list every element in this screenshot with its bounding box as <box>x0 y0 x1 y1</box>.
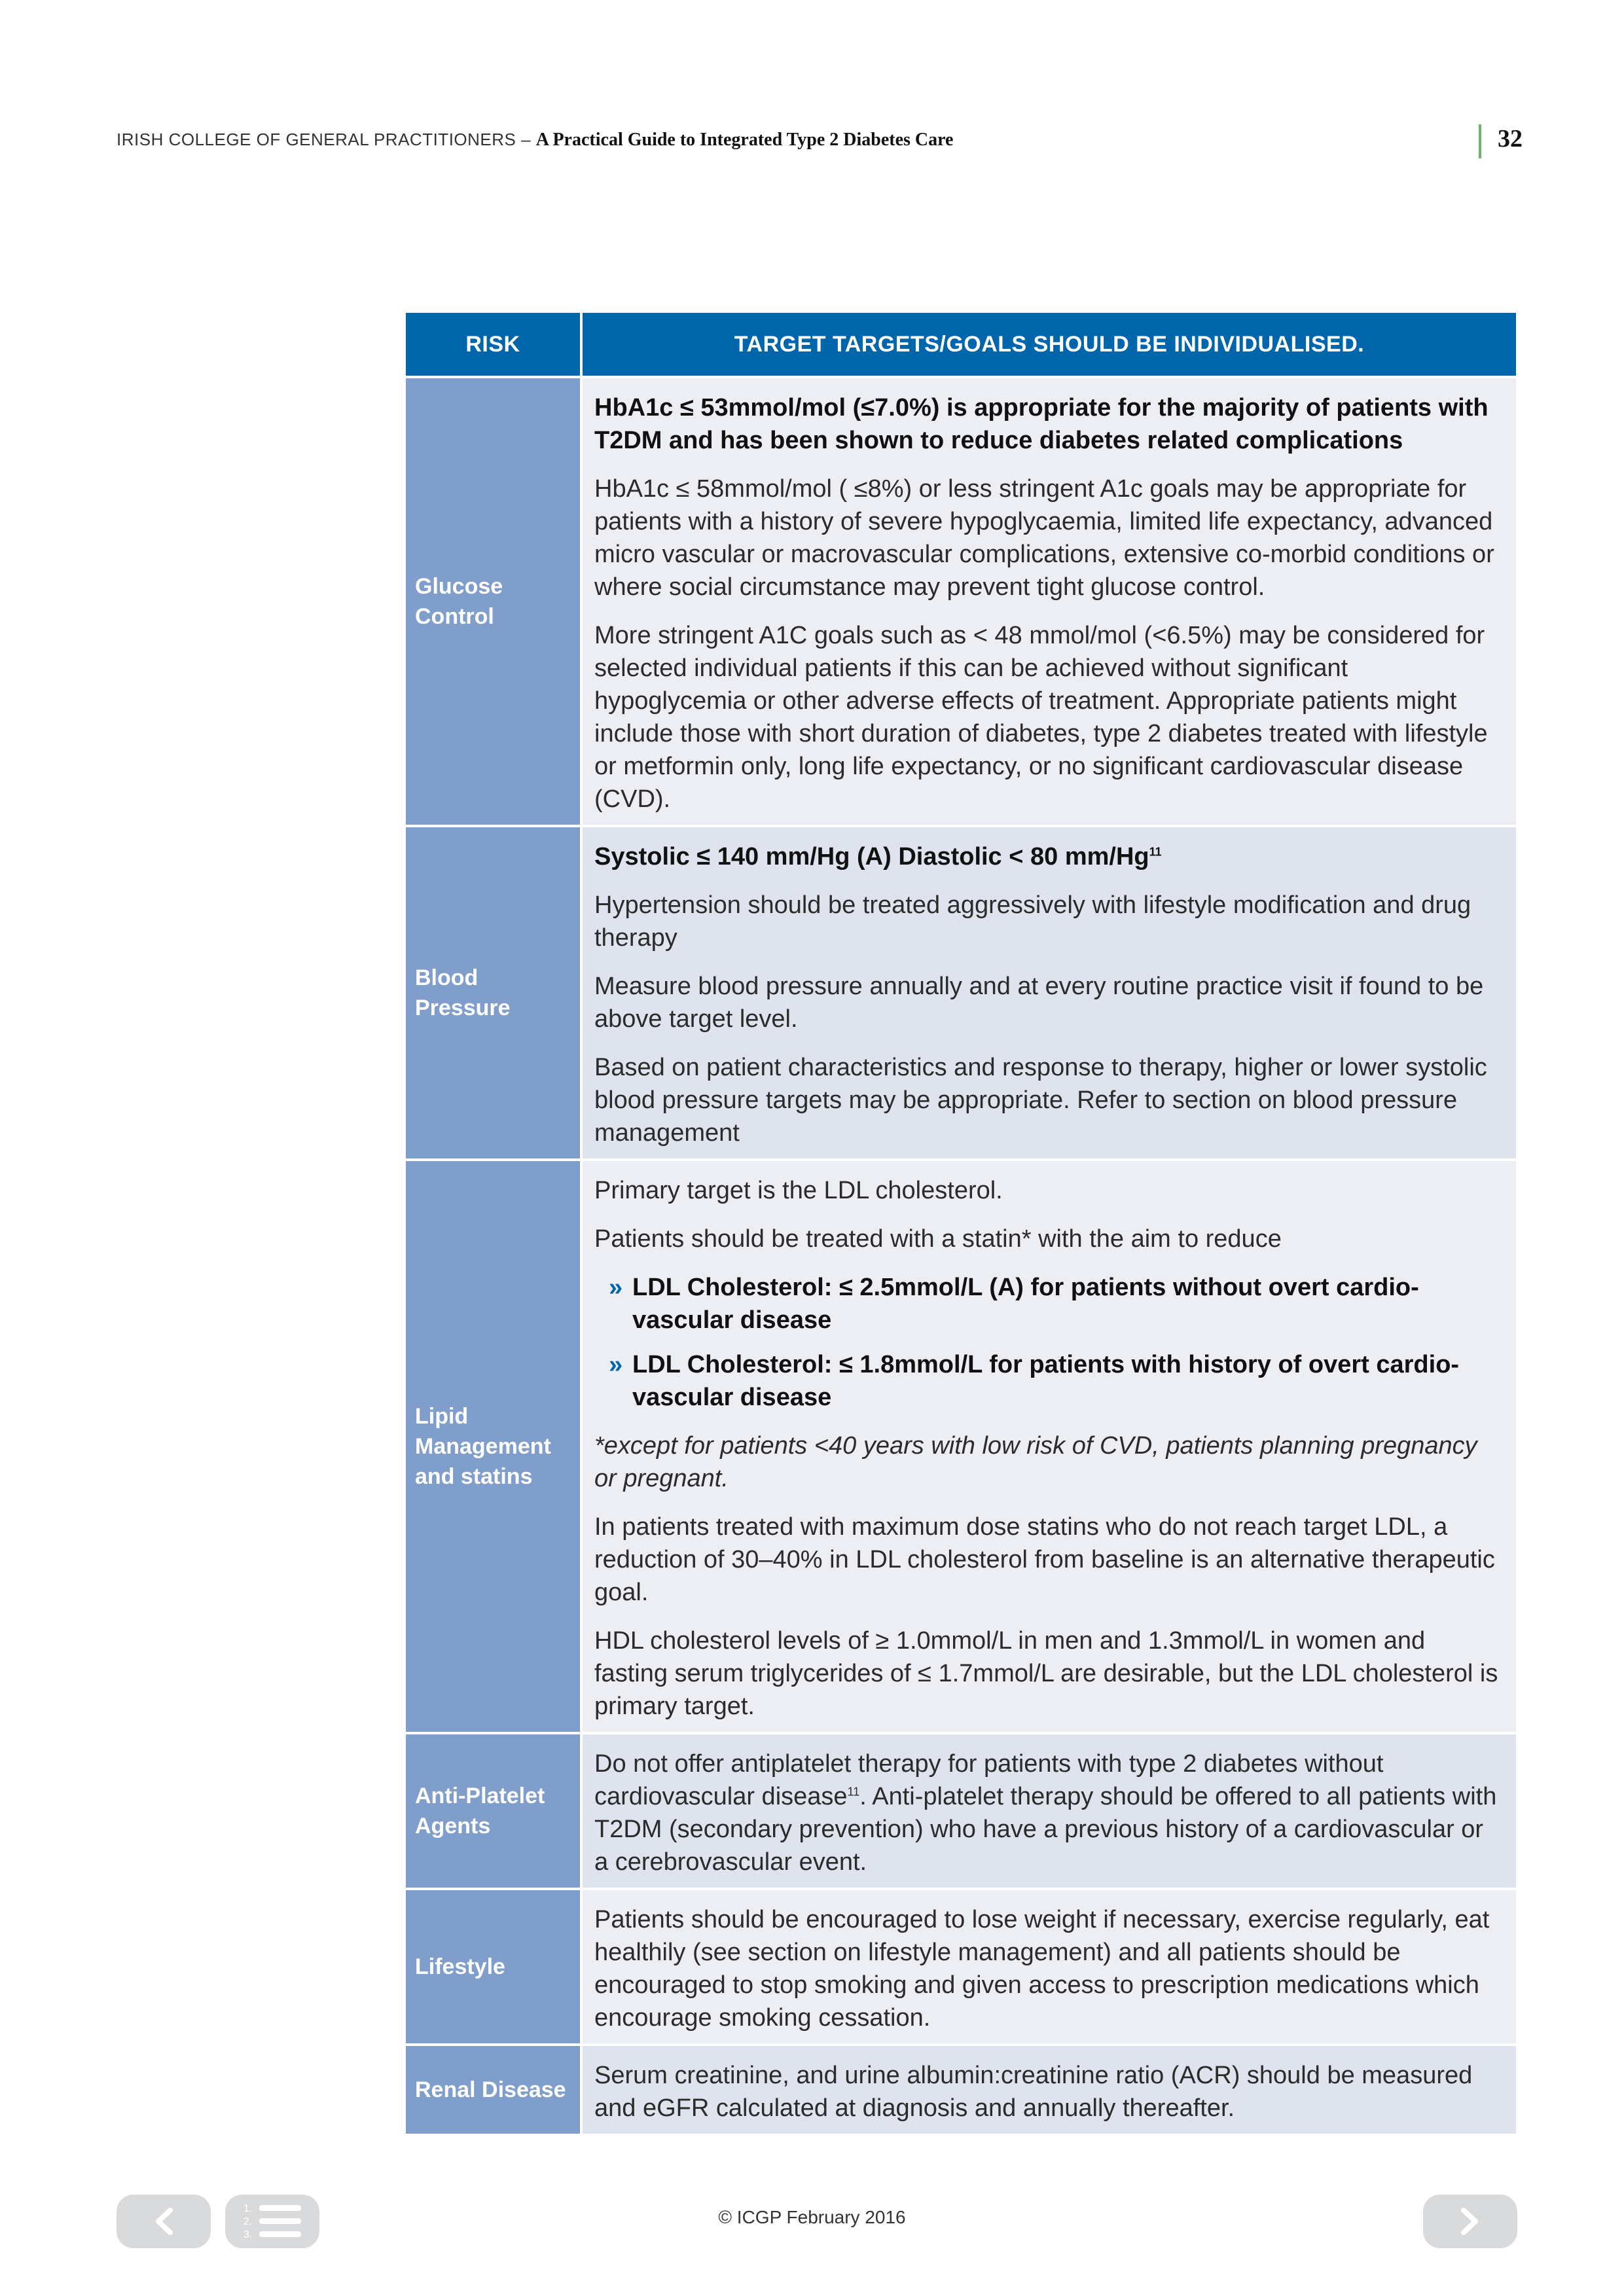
bullet-chevron-icon: » <box>609 1351 623 1378</box>
target-glucose-control <box>581 377 1517 826</box>
risk-label-line: Pressure <box>415 996 511 1020</box>
risk-label-line: Anti-Platelet <box>415 1784 545 1808</box>
table-row-blood-pressure <box>405 826 1517 1160</box>
lipid-primary-target: Primary target is the LDL cholesterol. <box>594 1177 1003 1204</box>
chevron-right-icon <box>1423 2195 1517 2248</box>
reference-superscript: 11 <box>1149 845 1162 859</box>
antiplatelet-guidance <box>594 1748 1503 1878</box>
statin-exception-note: *except for patients <40 years with low risk of CVD, patients planning pregnancy or pregnant. <box>594 1432 1477 1492</box>
ldl-target-list <box>594 1271 1503 1414</box>
antiplatelet-text-a: Do not offer antiplatelet therapy for patients with type 2 diabetes without cardiovascular disease <box>594 1750 1384 1810</box>
page-header <box>117 124 1524 164</box>
ldl-target-no-cvd: LDL Cholesterol: ≤ 2.5mmol/L (A) for patients without overt cardio-vascular disease <box>632 1274 1419 1334</box>
toc-number: 2. <box>244 2216 253 2227</box>
risk-label-line: and statins <box>415 1464 533 1489</box>
risk-label-line: Lipid <box>415 1404 469 1429</box>
ldl-target-with-cvd: LDL Cholesterol: ≤ 1.8mmol/L for patients with history of overt cardio-vascular disease <box>632 1351 1460 1411</box>
table-row-antiplatelet <box>405 1733 1517 1889</box>
bp-target-values: Systolic ≤ 140 mm/Hg (A) Diastolic < 80 mm/Hg <box>594 843 1149 870</box>
glucose-target-more-stringent: More stringent A1C goals such as < 48 mmol/mol (<6.5%) may be considered for selected individual patients if this can be achieved without significant hypoglycemia or other adverse effects of treatment. Appropriate patients might include those with short duration of diabetes, type 2 diabetes treated with lifestyle or metformin only, long life expectancy, or no significant cardiovascular disease (CVD). <box>594 622 1488 813</box>
lipid-hdl-triglycerides: HDL cholesterol levels of ≥ 1.0mmol/L in men and 1.3mmol/L in women and fasting serum triglycerides of ≤ 1.7mmol/L are desirable, but the LDL cholesterol is primary target. <box>594 1627 1498 1720</box>
glucose-target-less-stringent: HbA1c ≤ 58mmol/mol ( ≤8%) or less stringent A1c goals may be appropriate for patients with a history of severe hypoglycaemia, limited life expectancy, advanced micro vascular or macrovascular complications, extensive co-morbid conditions or where social circumstance may prevent tight glucose control. <box>594 475 1494 601</box>
glucose-target-main: HbA1c ≤ 53mmol/mol (≤7.0%) is appropriate for the majority of patients with T2DM and has been shown to reduce diabetes related complications <box>594 394 1489 454</box>
risk-lifestyle <box>405 1889 581 2045</box>
table-row-lipid <box>405 1160 1517 1733</box>
risk-antiplatelet-agents <box>405 1733 581 1889</box>
next-page-button[interactable] <box>1423 2195 1517 2248</box>
target-antiplatelet-agents <box>581 1733 1517 1889</box>
reference-superscript: 11 <box>847 1785 860 1799</box>
bp-hypertension-treatment: Hypertension should be treated aggressively with lifestyle modification and drug therapy <box>594 891 1471 952</box>
bp-target-main <box>594 840 1503 873</box>
risk-renal-disease <box>405 2045 581 2135</box>
list-item <box>594 1348 1503 1414</box>
risk-label-line: Control <box>415 604 494 629</box>
risk-blood-pressure <box>405 826 581 1160</box>
list-item <box>594 1271 1503 1336</box>
copyright-footer: © ICGP February 2016 <box>718 2207 906 2227</box>
page-number: 32 <box>1498 125 1523 152</box>
header-risk: RISK <box>405 312 581 377</box>
renal-guidance: Serum creatinine, and urine albumin:creatinine ratio (ACR) should be measured and eGFR calculated at diagnosis and annually thereafter. <box>594 2062 1473 2122</box>
risk-label-line: Glucose <box>415 574 503 599</box>
table-row-glucose <box>405 377 1517 826</box>
toc-number: 1. <box>244 2203 253 2214</box>
header-title: A Practical Guide to Integrated Type 2 Diabetes Care <box>535 130 954 150</box>
bp-individual-targets: Based on patient characteristics and response to therapy, higher or lower systolic blood pressure targets may be appropriate. Refer to section on blood pressure management <box>594 1054 1487 1147</box>
lifestyle-guidance: Patients should be encouraged to lose weight if necessary, exercise regularly, eat healthily (see section on lifestyle management) and all patients should be encouraged to stop smoking and given access to prescription medications which encourage smoking cessation. <box>594 1906 1490 2032</box>
target-renal-disease <box>581 2045 1517 2135</box>
risk-lipid-management <box>405 1160 581 1733</box>
target-blood-pressure <box>581 826 1517 1160</box>
bp-measurement: Measure blood pressure annually and at every routine practice visit if found to be above target level. <box>594 973 1484 1033</box>
lipid-statin-aim: Patients should be treated with a statin* with the aim to reduce <box>594 1225 1282 1253</box>
header-divider <box>1479 124 1481 158</box>
header-target: TARGET TARGETS/GOALS SHOULD BE INDIVIDUALISED. <box>581 312 1517 377</box>
toc-number: 3. <box>244 2229 253 2240</box>
bullet-chevron-icon: » <box>609 1274 623 1301</box>
target-lipid-management <box>581 1160 1517 1733</box>
risk-glucose-control <box>405 377 581 826</box>
target-lifestyle <box>581 1889 1517 2045</box>
risk-label-line: Renal Disease <box>415 2077 566 2102</box>
lipid-alternative-goal: In patients treated with maximum dose statins who do not reach target LDL, a reduction of 30–40% in LDL cholesterol from baseline is an alternative therapeutic goal. <box>594 1513 1495 1606</box>
table-row-renal <box>405 2045 1517 2135</box>
risk-target-table <box>403 310 1519 2136</box>
running-head <box>117 130 953 151</box>
risk-label-line: Management <box>415 1434 551 1459</box>
risk-label-line: Blood <box>415 965 478 990</box>
risk-label-line: Agents <box>415 1814 491 1839</box>
table-header-row <box>405 312 1517 377</box>
risk-label-line: Lifestyle <box>415 1954 505 1979</box>
header-org: IRISH COLLEGE OF GENERAL PRACTITIONERS – <box>117 130 536 149</box>
table-row-lifestyle <box>405 1889 1517 2045</box>
antiplatelet-text-b: . Anti-platelet therapy should be offered to all patients with T2DM (secondary prevention) who have a previous history of a cardiovascular or a cerebrovascular event. <box>594 1783 1497 1876</box>
